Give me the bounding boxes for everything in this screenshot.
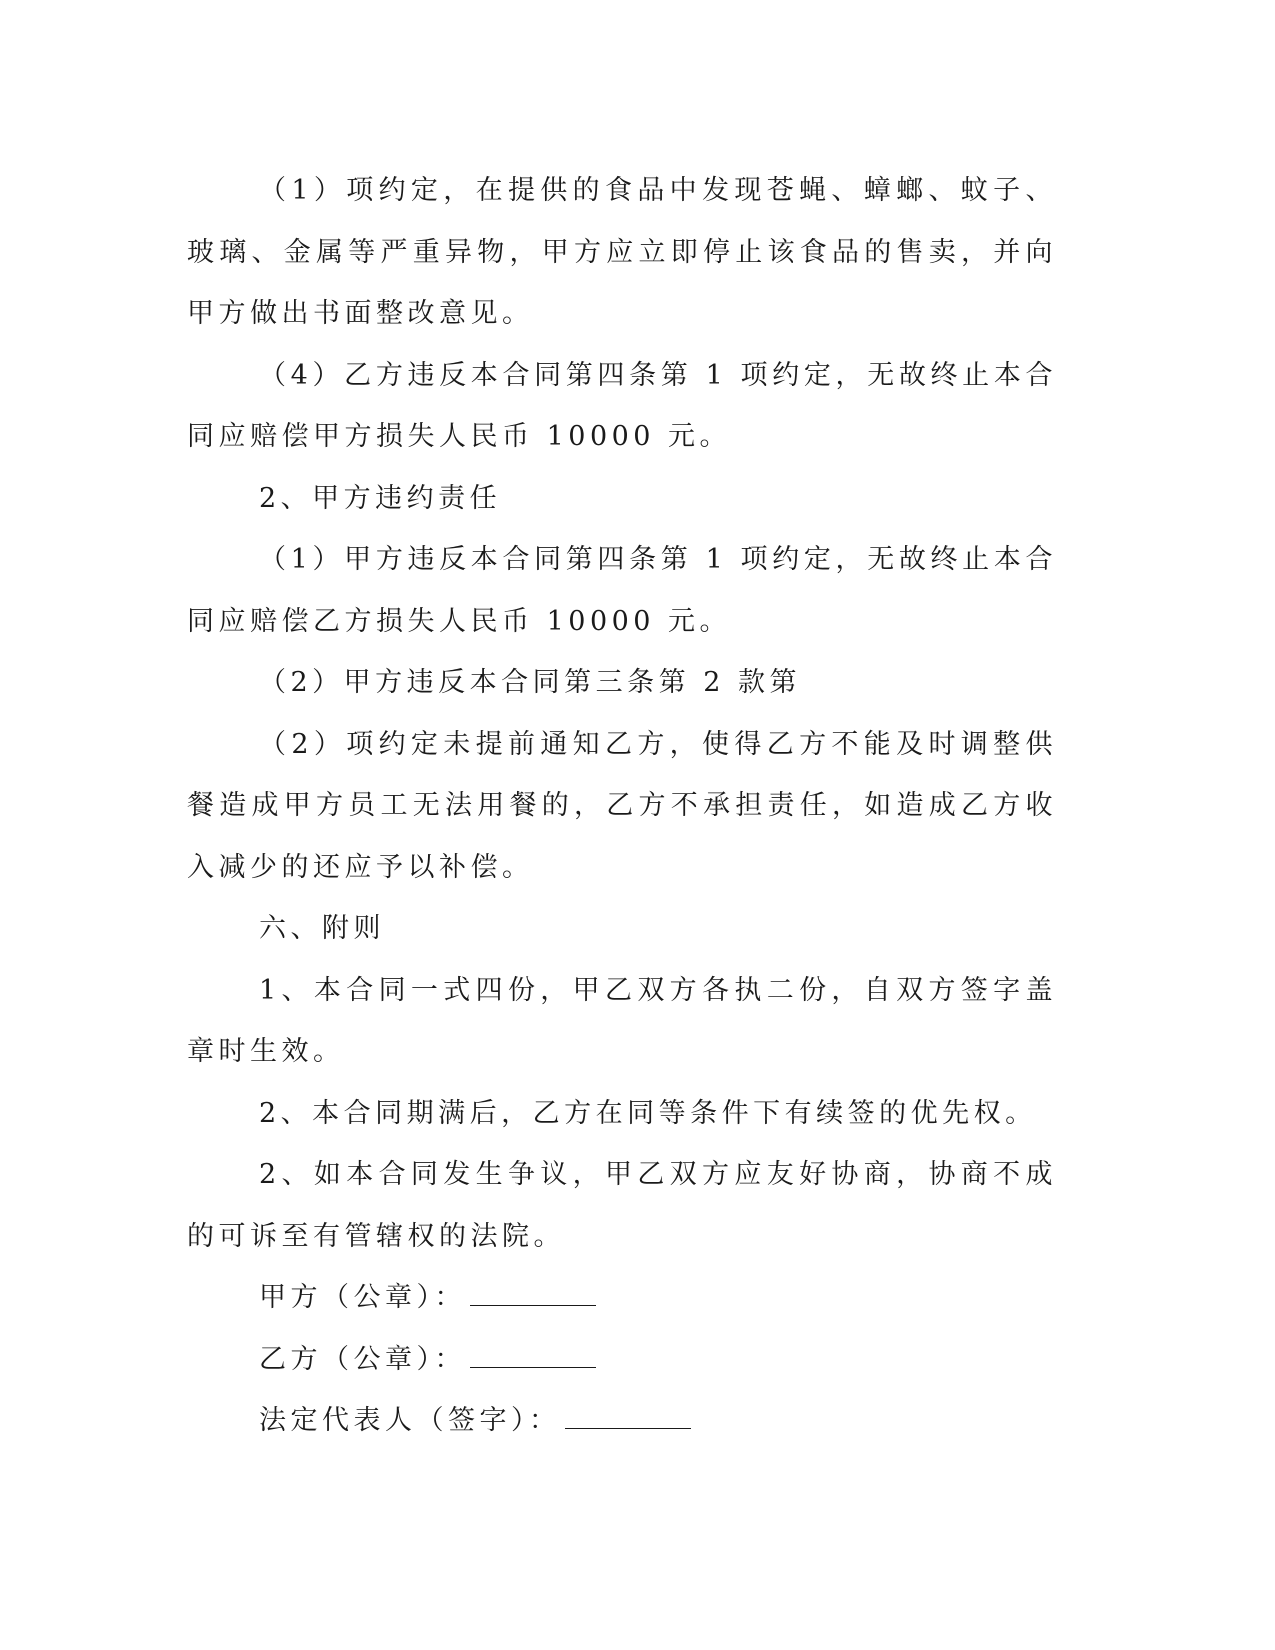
- signature-line-party-b: [187, 1329, 1057, 1391]
- paragraph-3: 2、甲方违约责任: [259, 482, 502, 514]
- signature-blank-legal-rep: [565, 1402, 691, 1429]
- signature-label-party-a: 甲方（公章）：: [259, 1282, 466, 1313]
- signature-label-party-b: 乙方（公章）：: [259, 1343, 466, 1375]
- paragraph-5: （2）甲方违反本合同第三条第 2 款第: [259, 667, 802, 698]
- paragraph-8: 1、本合同一式四份，甲乙双方各执二份，自双方签字盖章时生效。: [187, 974, 1057, 1067]
- signature-blank-party-b: [470, 1341, 596, 1368]
- paragraph-4: （1）甲方违反本合同第四条第 1 项约定，无故终止本合同应赔偿乙方损失人民币 10000 元。: [187, 544, 1057, 637]
- section-heading-appendix: 六、附则: [259, 913, 385, 944]
- signature-label-legal-rep: 法定代表人（签字）：: [259, 1405, 561, 1436]
- paragraph-1: （1）项约定，在提供的食品中发现苍蝇、蟑螂、蚊子、玻璃、金属等严重异物，甲方应立即停止该食品的售卖，并向甲方做出书面整改意见。: [187, 175, 1057, 329]
- document-body: [187, 160, 1057, 1452]
- signature-line-legal-rep: [187, 1390, 1057, 1452]
- paragraph-2: （4）乙方违反本合同第四条第 1 项约定，无故终止本合同应赔偿甲方损失人民币 10000 元。: [187, 359, 1057, 452]
- paragraph-6: （2）项约定未提前通知乙方，使得乙方不能及时调整供餐造成甲方员工无法用餐的，乙方不承担责任，如造成乙方收入减少的还应予以补偿。: [187, 728, 1057, 883]
- signature-blank-party-a: [470, 1279, 596, 1306]
- paragraph-9: 2、本合同期满后，乙方在同等条件下有续签的优先权。: [259, 1097, 1037, 1129]
- paragraph-10: 2、如本合同发生争议，甲乙双方应友好协商，协商不成的可诉至有管辖权的法院。: [187, 1159, 1057, 1252]
- signature-line-party-a: [187, 1267, 1057, 1329]
